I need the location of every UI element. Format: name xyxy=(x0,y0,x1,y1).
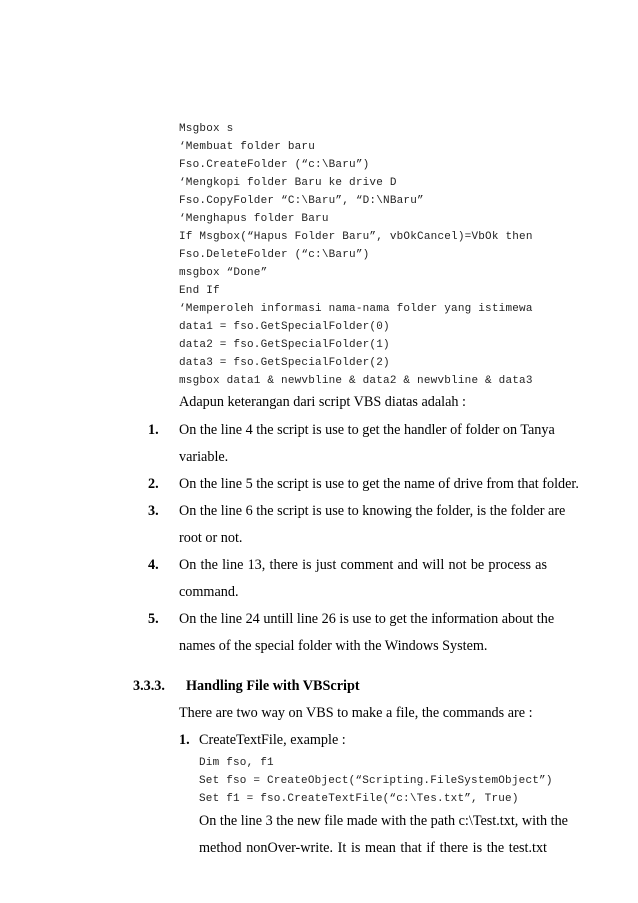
code-line: Set f1 = fso.CreateTextFile(“c:\Tes.txt”, True) xyxy=(199,793,519,805)
paragraph-line: On the line 3 the new file made with the path c:\Test.txt, with the xyxy=(199,813,568,829)
list-number: 3. xyxy=(148,503,159,519)
section-number: 3.3.3. xyxy=(133,678,165,694)
code-line: data3 = fso.GetSpecialFolder(2) xyxy=(179,357,390,369)
section-title: Handling File with VBScript xyxy=(186,678,360,694)
code-line: data1 = fso.GetSpecialFolder(0) xyxy=(179,321,390,333)
sub-item-label: CreateTextFile, example : xyxy=(199,732,346,748)
intro-text: Adapun keterangan dari script VBS diatas adalah : xyxy=(179,394,466,410)
list-item-line: root or not. xyxy=(179,530,243,546)
paragraph-line: method nonOver-write. It is mean that if there is the test.txt xyxy=(199,840,547,856)
list-number: 1. xyxy=(148,422,159,438)
list-item-line: variable. xyxy=(179,449,229,465)
code-line: Dim fso, f1 xyxy=(199,757,274,769)
list-number: 4. xyxy=(148,557,159,573)
code-line: If Msgbox(“Hapus Folder Baru”, vbOkCancel)=VbOk then xyxy=(179,231,533,243)
code-line: End If xyxy=(179,285,220,297)
code-line: data2 = fso.GetSpecialFolder(1) xyxy=(179,339,390,351)
list-number: 2. xyxy=(148,476,159,492)
list-item-line: On the line 13, there is just comment and will not be process as xyxy=(179,557,547,573)
code-line: Msgbox s xyxy=(179,123,234,135)
code-line: ‘Membuat folder baru xyxy=(179,141,316,153)
code-line: msgbox “Done” xyxy=(179,267,268,279)
list-item-line: On the line 4 the script is use to get the handler of folder on Tanya xyxy=(179,422,555,438)
list-item-line: On the line 24 untill line 26 is use to get the information about the xyxy=(179,611,555,627)
code-line: ‘Mengkopi folder Baru ke drive D xyxy=(179,177,397,189)
code-line: Set fso = CreateObject(“Scripting.FileSystemObject”) xyxy=(199,775,553,787)
code-line: Fso.CreateFolder (“c:\Baru”) xyxy=(179,159,370,171)
code-line: Fso.DeleteFolder (“c:\Baru”) xyxy=(179,249,370,261)
list-item-line: names of the special folder with the Windows System. xyxy=(179,638,488,654)
code-line: ‘Menghapus folder Baru xyxy=(179,213,329,225)
section-intro: There are two way on VBS to make a file, the commands are : xyxy=(179,705,533,721)
code-line: msgbox data1 & newvbline & data2 & newvbline & data3 xyxy=(179,375,533,387)
code-line: ‘Memperoleh informasi nama-nama folder yang istimewa xyxy=(179,303,533,315)
list-item-line: On the line 5 the script is use to get the name of drive from that folder. xyxy=(179,476,579,492)
sub-item-number: 1. xyxy=(179,732,190,748)
list-number: 5. xyxy=(148,611,159,627)
list-item-line: command. xyxy=(179,584,239,600)
code-line: Fso.CopyFolder “C:\Baru”, “D:\NBaru” xyxy=(179,195,424,207)
list-item-line: On the line 6 the script is use to knowing the folder, is the folder are xyxy=(179,503,566,519)
